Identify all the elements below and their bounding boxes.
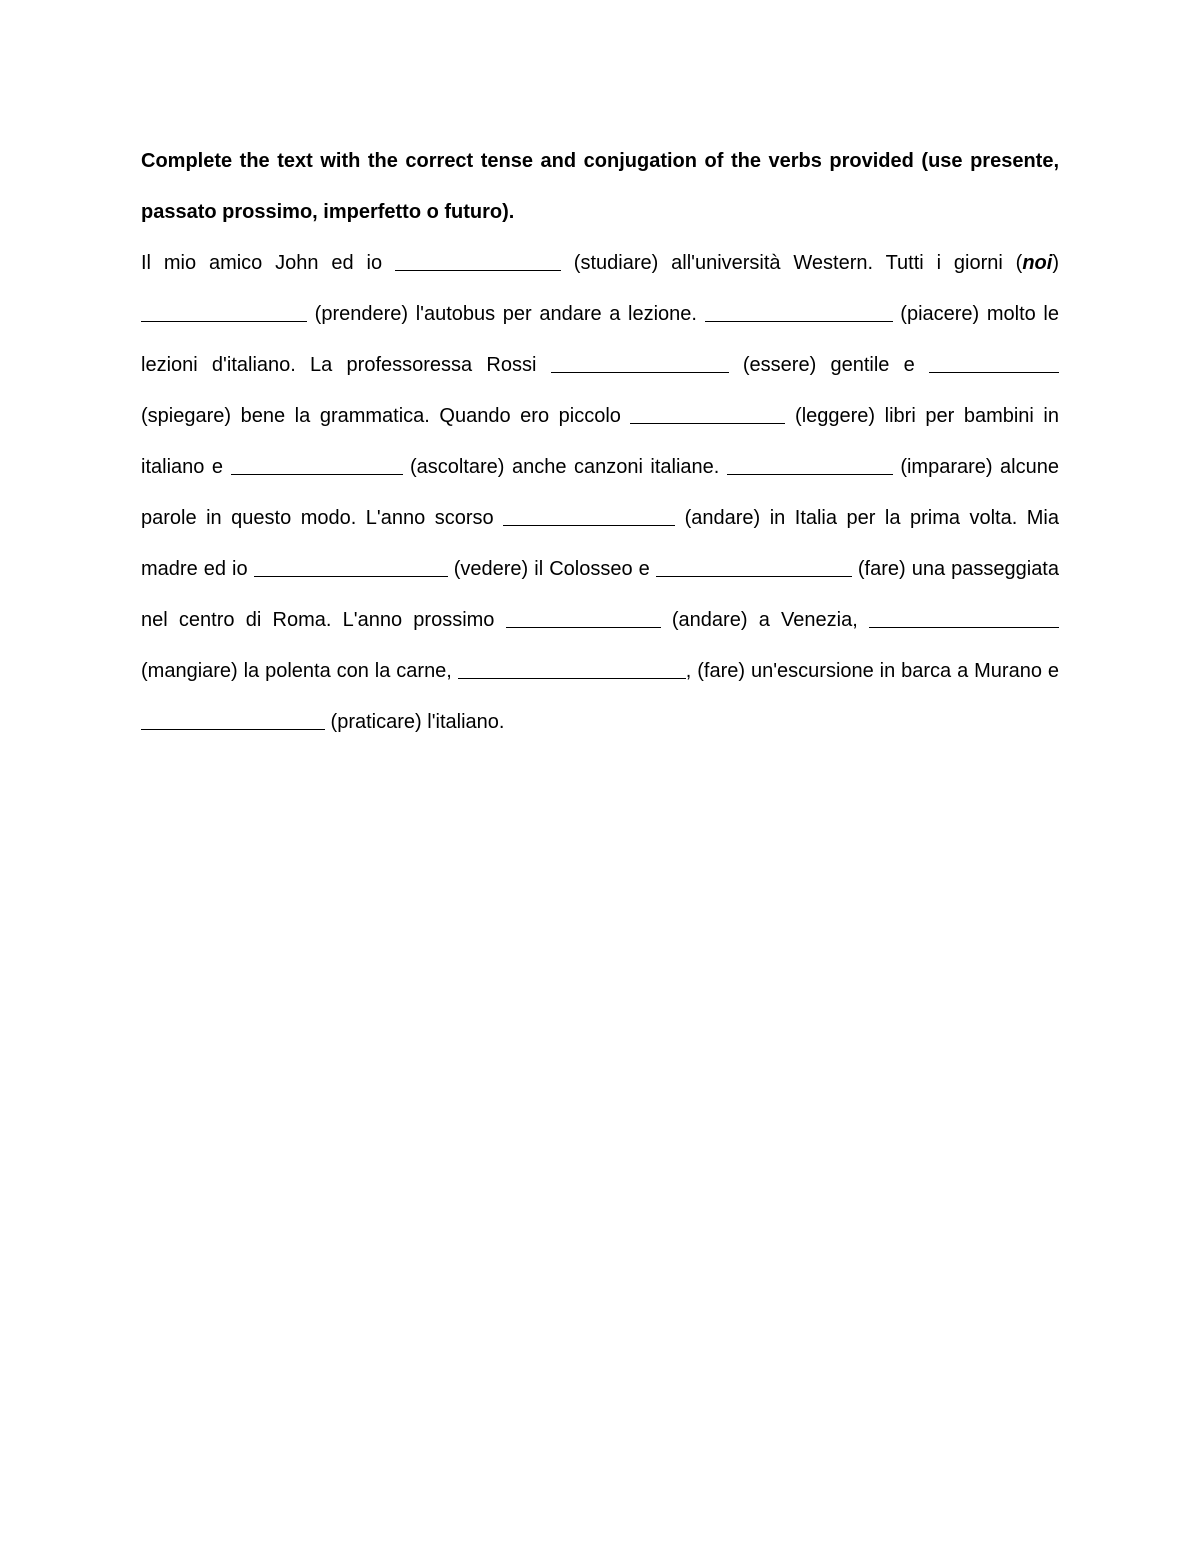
text-segment: (andare) in Italia per la prima volta. Mia madre ed io xyxy=(141,507,1059,580)
answer-blank[interactable] xyxy=(231,454,403,475)
text-segment: ) xyxy=(1052,252,1060,274)
text-segment: (essere) gentile e xyxy=(728,354,929,376)
text-segment: (andare) a Venezia, xyxy=(660,609,869,631)
exercise-text-block xyxy=(141,136,1059,748)
answer-blank[interactable] xyxy=(458,658,686,679)
answer-blank[interactable] xyxy=(503,505,675,526)
text-segment: (praticare) l'italiano. xyxy=(325,711,505,733)
text-segment: (piacere) molto le lezioni d'italiano. La professoressa Rossi xyxy=(141,303,1059,376)
text-segment: (fare) una passeggiata nel centro di Roma. L'anno prossimo xyxy=(141,558,1059,631)
answer-blank[interactable] xyxy=(254,556,448,577)
text-segment: (mangiare) la polenta con la carne, xyxy=(141,660,458,682)
answer-blank[interactable] xyxy=(929,352,1059,373)
answer-blank[interactable] xyxy=(395,250,561,271)
answer-blank[interactable] xyxy=(727,454,893,475)
text-segment: (ascoltare) anche canzoni italiane. xyxy=(402,456,727,478)
answer-blank[interactable] xyxy=(705,301,893,322)
text-segment: (prendere) l'autobus per andare a lezione. xyxy=(307,303,705,325)
instructions-heading: Complete the text with the correct tense and conjugation of the verbs provided (use presente, passato prossimo, imperfetto o futuro). xyxy=(141,150,1059,223)
answer-blank[interactable] xyxy=(656,556,852,577)
answer-blank[interactable] xyxy=(551,352,729,373)
text-segment: Il mio amico John ed io xyxy=(141,252,395,274)
text-segment: , (fare) un'escursione in barca a Murano e xyxy=(685,660,1059,682)
exercise-paragraph xyxy=(141,238,1059,748)
answer-blank[interactable] xyxy=(630,403,785,424)
text-segment: (leggere) libri per bambini in italiano e xyxy=(141,405,1059,478)
answer-blank[interactable] xyxy=(506,607,661,628)
text-segment: (imparare) alcune parole in questo modo. L'anno scorso xyxy=(141,456,1059,529)
answer-blank[interactable] xyxy=(869,607,1059,628)
text-segment: (studiare) all'università Western. Tutti i giorni ( xyxy=(560,252,1023,274)
text-segment: (spiegare) bene la grammatica. Quando ero piccolo xyxy=(141,405,631,427)
answer-blank[interactable] xyxy=(141,709,325,730)
subject-pronoun: noi xyxy=(1022,252,1053,274)
text-segment: (vedere) il Colosseo e xyxy=(447,558,656,580)
answer-blank[interactable] xyxy=(141,301,307,322)
